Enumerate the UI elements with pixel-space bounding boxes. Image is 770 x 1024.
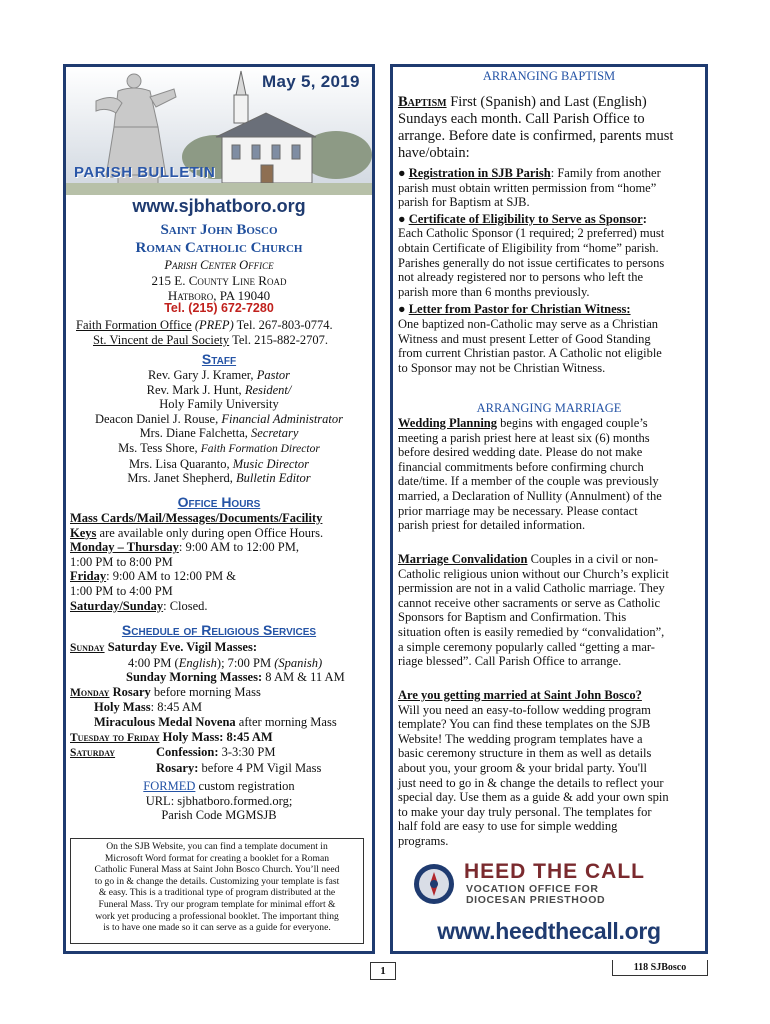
wedding-line: half fold are easy to use for simple wedding (398, 819, 618, 834)
parish-name-line2: Roman Catholic Church (135, 240, 303, 256)
vocation-seal-icon (410, 862, 458, 906)
mc-line: Catholic religious union without our Church’s explicit (398, 566, 669, 581)
formed-line: FORMED custom registration (143, 779, 295, 793)
office-hours-line-7: Saturday/Sunday: Closed. (70, 598, 208, 613)
saturday-rosary-line: Rosary: before 4 PM Vigil Mass (156, 760, 322, 775)
wp-line: meeting a parish priest here at least six (6) months (398, 430, 650, 445)
prep-tel: Tel. 267-803-0774. (236, 318, 333, 332)
letter-line: One baptized non-Catholic may serve as a Christian (398, 316, 658, 331)
staff-line-8: Mrs. Janet Shepherd, Bulletin Editor (127, 471, 311, 486)
funeral-note-line: work yet producing a professional booklet. The important thing (95, 910, 339, 922)
prep-label: Faith Formation Office (76, 318, 192, 332)
wp-line: financial commitments before confirming church (398, 459, 644, 474)
page-number: 1 (370, 962, 396, 980)
wedding-line: special day. Use them as a guide & add your own spin (398, 790, 669, 805)
svdp-tel: Tel. 215-882-2707. (232, 333, 329, 347)
office-hours-line-1: Mass Cards/Mail/Messages/Documents/Facility (70, 511, 323, 525)
wedding-question: Are you getting married at Saint John Bosco? (398, 688, 642, 702)
mc-line: cannot receive other sacraments or serve as Catholic (398, 595, 661, 610)
formed-block (66, 779, 372, 823)
parish-bulletin-label: PARISH BULLETIN (74, 164, 216, 181)
baptism-intro-line-4: have/obtain: (398, 145, 470, 161)
svdp-label: St. Vincent de Paul Society (93, 333, 230, 347)
bulletin-code: 118 SJBosco (612, 960, 708, 976)
bullet-icon: ● (398, 166, 406, 180)
wp-line: before desired wedding date. Please do not make (398, 445, 643, 460)
certificate-line: Parishes generally do not issue certificates to persons (398, 255, 665, 270)
staff-line-5: Mrs. Diane Falchetta, Secretary (139, 426, 299, 441)
wedding-line: basic ceremony structure in them as well as details (398, 746, 652, 761)
wedding-line: Website! The wedding program templates have a (398, 731, 643, 746)
certificate-line: obtain Certificate of Eligibility from “home” parish. (398, 240, 659, 255)
mc-line-1: Marriage Convalidation Couples in a civil or non- (398, 552, 659, 566)
wp-line: date/time. If a member of the couple was previously (398, 474, 659, 489)
wedding-line: Will you need an easy-to-follow wedding program (398, 702, 651, 717)
mc-line: Sponsors for Baptism and Confirmation. This (398, 610, 627, 625)
parish-phone: Tel. (215) 672-7280 (164, 301, 274, 315)
holy-mass-line: Holy Mass: 8:45 AM (94, 700, 203, 715)
mc-line: a simple ceremony popularly called “getting a mar- (398, 639, 655, 654)
funeral-note-line: to go in & change the details. Customizing your template is fast (94, 875, 340, 887)
baptism-intro-line-2: Sundays each month. Call Parish Office to (398, 111, 645, 127)
wp-line: parish priest for detailed information. (398, 518, 586, 533)
baptism-intro-line-3: arrange. Before date is confirmed, parents must (398, 128, 674, 144)
address-line1: 215 E. County Line Road (151, 273, 287, 288)
wedding-line: to make your day truly personal. The templates for (398, 804, 652, 819)
bullet-letter: ● Letter from Pastor for Christian Witness: (398, 302, 631, 317)
office-hours-line-5: Friday: 9:00 AM to 12:00 PM & (70, 569, 236, 584)
mc-line: situation often is easily remedied by “convalidation”, (398, 624, 665, 639)
schedule-heading: Schedule of Religious Services (121, 622, 317, 638)
parish-name-line1: Saint John Bosco (160, 222, 278, 238)
formed-link[interactable]: FORMED (143, 779, 196, 793)
office-hours-line-3: Monday – Thursday: 9:00 AM to 12:00 PM, (70, 540, 300, 555)
staff-line-2: Rev. Mark J. Hunt, Resident/ (146, 382, 292, 397)
letter-line: to Sponsor may not be Christian Witness. (398, 360, 606, 375)
wedding-program-section (398, 688, 669, 849)
mc-line: riage blessed”. Call Parish Office to arrange. (398, 654, 622, 669)
bulletin-date: May 5, 2019 (262, 72, 360, 91)
staff-heading: Staff (201, 351, 237, 367)
wedding-line: programs. (398, 833, 449, 848)
wedding-line: about you, your groom & your bridal party. You'll (398, 760, 647, 775)
staff-line-6: Ms. Tess Shore, Faith Formation Director (118, 440, 320, 455)
letter-line: from current Christian pastor. A Catholic not eligible (398, 346, 662, 361)
parish-center-office: Parish Center Office (164, 258, 274, 272)
funeral-note-line: is to have one made so it can serve as a guide for everyone. (103, 922, 331, 934)
heed-sub2: DIOCESAN PRIESTHOOD (466, 894, 606, 906)
prep-abbr: (PREP) (194, 318, 234, 332)
staff-line-3: Holy Family University (159, 397, 279, 412)
funeral-note-line: Funeral Mass. Try our program template for minimal effort & (98, 898, 336, 910)
formed-url: URL: sjbhatboro.formed.org; (145, 793, 293, 808)
staff-list (66, 368, 372, 486)
svdp-line (93, 333, 328, 348)
saturday-line: Saturday Confession: 3-3:30 PM (70, 745, 276, 760)
funeral-note-line: On the SJB Website, you can find a template document in (106, 841, 328, 852)
registration-line: parish must obtain written permission from “home” (398, 180, 657, 195)
vigil-times: 4:00 PM (English); 7:00 PM (Spanish) (128, 655, 323, 670)
bullet-icon: ● (398, 211, 406, 226)
monday-line: Monday Rosary before morning Mass (70, 684, 261, 699)
office-hours-block (70, 511, 323, 613)
certificate-line: not already registered nor to persons who left the (398, 270, 644, 285)
funeral-note-line: & easy. This is a traditional type of program distributed at the (98, 887, 336, 899)
bullet-certificate: ● Certificate of Eligibility to Serve as Sponsor: (398, 211, 647, 226)
novena-line: Miraculous Medal Novena after morning Mass (94, 714, 337, 729)
schedule-block (70, 640, 370, 775)
staff-line-4: Deacon Daniel J. Rouse, Financial Administrator (94, 411, 343, 426)
office-hours-line-6: 1:00 PM to 4:00 PM (70, 583, 173, 598)
funeral-note-line: Microsoft Word format for creating a booklet for a Roman (104, 852, 330, 864)
marriage-heading: ARRANGING MARRIAGE (476, 401, 622, 415)
wedding-planning (398, 416, 662, 533)
address-line2: Hatboro, PA 19040 (167, 288, 271, 303)
sunday-morning-masses: Sunday Morning Masses: 8 AM & 11 AM (126, 670, 345, 685)
wp-line: prior marriage may be necessary. Please contact (398, 503, 638, 518)
heed-the-call-title: HEED THE CALL (464, 860, 645, 883)
certificate-line: Each Catholic Sponsor (1 required; 2 preferred) must (398, 226, 665, 241)
wedding-line: just need to go in & change the details to reflect your (398, 775, 664, 790)
staff-line-1: Rev. Gary J. Kramer, Pastor (147, 368, 291, 382)
letter-line: Witness and must present Letter of Good Standing (398, 331, 651, 346)
formed-code: Parish Code MGMSJB (161, 808, 277, 823)
baptism-heading: ARRANGING BAPTISM (482, 69, 616, 83)
tuesday-friday-line: Tuesday to Friday Holy Mass: 8:45 AM (70, 729, 273, 744)
registration-line: parish for Baptism at SJB. (398, 195, 530, 210)
certificate-line: parish more than 6 months previously. (398, 284, 590, 299)
wp-line-1: Wedding Planning begins with engaged couple’s (398, 416, 648, 430)
office-hours-heading: Office Hours (177, 494, 261, 510)
prep-line (76, 318, 333, 333)
baptism-intro-line-1: Baptism First (Spanish) and Last (English) (398, 94, 647, 110)
bullet-registration: ● Registration in SJB Parish: Family from another (398, 166, 661, 180)
marriage-convalidation (398, 552, 669, 669)
office-hours-line-4: 1:00 PM to 8:00 PM (70, 554, 173, 569)
funeral-template-note (70, 838, 364, 944)
baptism-bullets (398, 166, 664, 375)
funeral-note-line: Catholic Funeral Mass at Saint John Bosco Church. You’ll need (94, 864, 340, 876)
sunday-line: Sunday Saturday Eve. Vigil Masses: (70, 640, 257, 654)
heed-the-call-banner[interactable] (410, 862, 700, 906)
office-hours-line-2: Keys are available only during open Office Hours. (70, 525, 324, 540)
website-link[interactable]: www.sjbhatboro.org (132, 196, 306, 216)
wedding-line: template? You can find these templates on the SJB (398, 717, 651, 732)
wp-line: married, a Declaration of Nullity (Annulment) of the (398, 488, 662, 503)
heed-sub1: VOCATION OFFICE FOR (466, 883, 599, 895)
bullet-icon: ● (398, 302, 406, 317)
baptism-intro (398, 94, 673, 162)
staff-line-7: Mrs. Lisa Quaranto, Music Director (128, 456, 310, 471)
mc-line: permission are not in a valid Catholic marriage. They (398, 581, 665, 596)
heed-the-call-url[interactable]: www.heedthecall.org (437, 918, 661, 944)
